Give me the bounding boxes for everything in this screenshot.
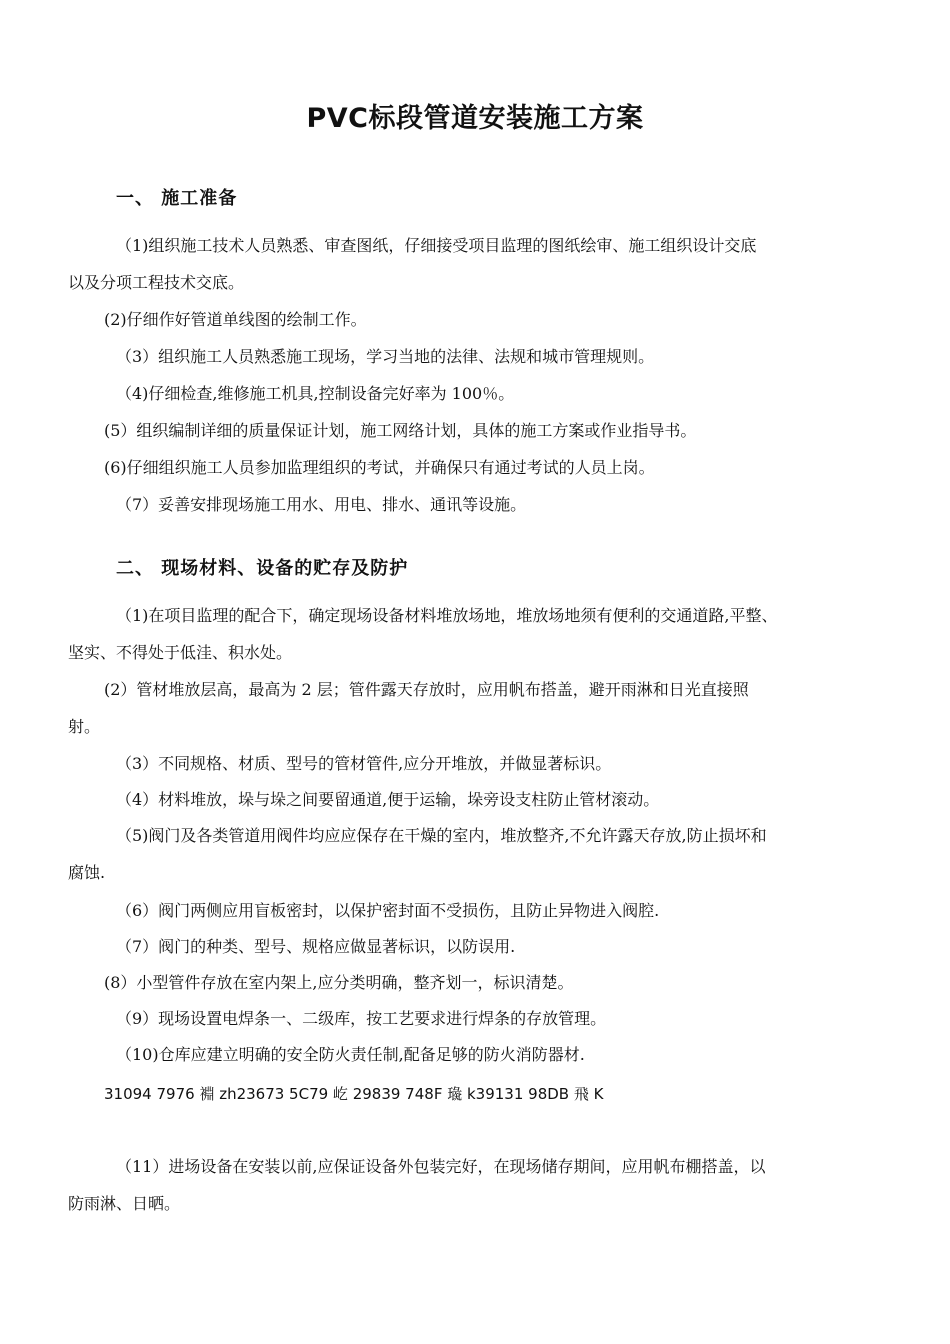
- paragraph-line: （11）进场设备在安装以前,应保证设备外包装完好，在现场储存期间，应用帆布棚搭盖，以: [116, 1157, 766, 1176]
- paragraph-line: （3）组织施工人员熟悉施工现场，学习当地的法律、法规和城市管理规则。: [116, 347, 655, 366]
- section1-heading: 一、 施工准备: [116, 188, 238, 209]
- paragraph-line: 坚实、不得处于低洼、积水处。: [68, 643, 293, 662]
- paragraph-line: (2)仔细作好管道单线图的绘制工作。: [104, 310, 367, 329]
- paragraph-line: （3）不同规格、材质、型号的管材管件,应分开堆放，并做显著标识。: [116, 754, 612, 773]
- paragraph-line: （1)在项目监理的配合下，确定现场设备材料堆放场地，堆放场地须有便利的交通道路,平整、: [116, 606, 778, 625]
- section2-item-11: [68, 1148, 883, 1222]
- section2-item-9: [68, 1000, 883, 1037]
- section2-item-1: [68, 597, 883, 671]
- paragraph-line: (2）管材堆放层高，最高为 2 层；管件露天存放时，应用帆布搭盖，避开雨淋和日光直接照: [104, 680, 749, 699]
- section1-item-4: [68, 375, 883, 412]
- paragraph-line: （5)阀门及各类管道用阀件均应应保存在干燥的室内，堆放整齐,不允许露天存放,防止损坏和: [116, 826, 767, 845]
- section2-item-3: [68, 745, 883, 782]
- paragraph-line: （10)仓库应建立明确的安全防火责任制,配备足够的防火消防器材.: [116, 1045, 585, 1064]
- paragraph-line: （9）现场设置电焊条一、二级库，按工艺要求进行焊条的存放管理。: [116, 1009, 607, 1028]
- paragraph-line: （6）阀门两侧应用盲板密封，以保护密封面不受损伤，且防止异物进入阀腔.: [116, 901, 660, 920]
- section1-item-5: [68, 412, 883, 449]
- section2-item-4: [68, 781, 883, 818]
- paragraph-line: （7）阀门的种类、型号、规格应做显著标识，以防误用.: [116, 937, 516, 956]
- section2-item-10: [68, 1036, 883, 1073]
- section1-item-3: [68, 338, 883, 375]
- section2-item-7: [68, 928, 883, 965]
- paragraph-line: （4)仔细检查,维修施工机具,控制设备完好率为 100％。: [116, 384, 515, 403]
- paragraph-line: 射。: [68, 717, 101, 736]
- paragraph-line: 腐蚀.: [68, 863, 106, 882]
- paragraph-line: (6)仔细组织施工人员参加监理组织的考试，并确保只有通过考试的人员上岗。: [104, 458, 655, 477]
- section2-item-2: [68, 671, 883, 745]
- paragraph-line: (8）小型管件存放在室内架上,应分类明确，整齐划一，标识清楚。: [104, 973, 574, 992]
- section2-item-5: [68, 817, 883, 891]
- section2-item-6: [68, 892, 883, 929]
- document-title: PVC标段管道安装施工方案: [306, 103, 644, 134]
- paragraph-line: （7）妥善安排现场施工用水、用电、排水、通讯等设施。: [116, 495, 527, 514]
- section2-heading: 二、 现场材料、设备的贮存及防护: [116, 558, 409, 579]
- paragraph-line: （1)组织施工技术人员熟悉、审查图纸，仔细接受项目监理的图纸绘审、施工组织设计交底: [116, 236, 757, 255]
- section2-item-8: [68, 964, 883, 1001]
- paragraph-line: 以及分项工程技术交底。: [68, 273, 245, 292]
- paragraph-line: （4）材料堆放，垛与垛之间要留通道,便于运输，垛旁设支柱防止管材滚动。: [116, 790, 660, 809]
- paragraph-line: 防雨淋、日晒。: [68, 1194, 181, 1213]
- section1-item-7: [68, 486, 883, 523]
- section1-item-1: [68, 227, 883, 301]
- code-line: 31094 7976 裫 zh23673 5C79 屹 29839 748F 璏 k39131 98DB 飛 K: [104, 1085, 604, 1103]
- paragraph-line: (5）组织编制详细的质量保证计划，施工网络计划，具体的施工方案或作业指导书。: [104, 421, 697, 440]
- section1-item-6: [68, 449, 883, 486]
- section1-item-2: [68, 301, 883, 338]
